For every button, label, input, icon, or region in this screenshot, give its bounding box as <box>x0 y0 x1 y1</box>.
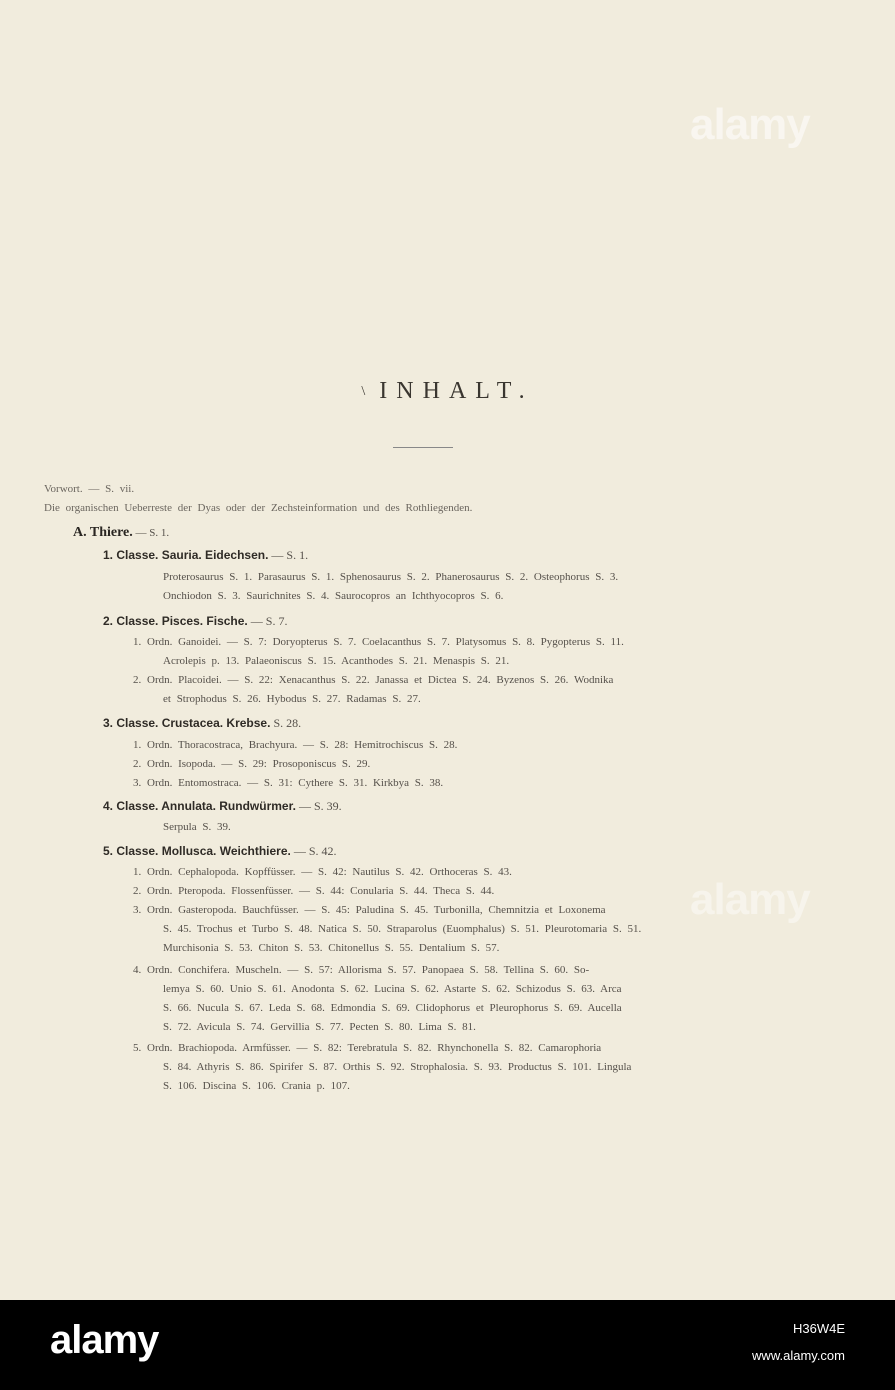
class-5-heading <box>103 844 337 859</box>
toc-line: Proterosaurus S. 1. Parasaurus S. 1. Sphenosaurus S. 2. Phanerosaurus S. 2. Osteophorus S. 3. <box>163 571 619 583</box>
toc-line: S. 106. Discina S. 106. Crania p. 107. <box>163 1080 350 1092</box>
class-2-heading <box>103 614 287 629</box>
class-2-page: — S. 7. <box>247 614 288 628</box>
class-4-title: 4. Classe. Annulata. Rundwürmer. <box>103 799 296 813</box>
toc-line: S. 45. Trochus et Turbo S. 48. Natica S. 50. Straparolus (Euomphalus) S. 51. Pleurotomaria S. 51. <box>163 923 642 935</box>
title-mark: \ <box>361 384 366 400</box>
class-2-title: 2. Classe. Pisces. Fische. <box>103 614 248 628</box>
toc-vorwort: Vorwort. — S. vii. <box>44 483 135 495</box>
toc-line: 2. Ordn. Placoidei. — S. 22: Xenacanthus S. 22. Janassa et Dictea S. 24. Byzenos S. 26. Wodnika <box>133 674 614 686</box>
class-3-title: 3. Classe. Crustacea. Krebse. <box>103 716 271 730</box>
watermark-middle: alamy <box>690 875 810 924</box>
watermark-top: alamy <box>690 100 810 149</box>
class-1-page: — S. 1. <box>268 548 309 562</box>
toc-line: Onchiodon S. 3. Saurichnites S. 4. Saurocopros an Ichthyocopros S. 6. <box>163 590 504 602</box>
toc-line: 1. Ordn. Thoracostraca, Brachyura. — S. 28: Hemitrochiscus S. 28. <box>133 739 458 751</box>
footer-image-id: H36W4E <box>792 1321 845 1336</box>
class-4-heading <box>103 799 342 814</box>
section-a-title: A. Thiere. <box>73 525 133 540</box>
toc-line: 1. Ordn. Ganoidei. — S. 7: Doryopterus S. 7. Coelacanthus S. 7. Platysomus S. 8. Pygopterus S. 11. <box>133 636 624 648</box>
toc-line: S. 84. Athyris S. 86. Spirifer S. 87. Orthis S. 92. Strophalosia. S. 93. Productus S. 101. Lingula <box>163 1061 632 1073</box>
toc-line: S. 66. Nucula S. 67. Leda S. 68. Edmondia S. 69. Clidophorus et Pleurophorus S. 69. Aucella <box>163 1002 622 1014</box>
toc-line: 2. Ordn. Pteropoda. Flossenfüsser. — S. 44: Conularia S. 44. Theca S. 44. <box>133 885 495 897</box>
footer-url: www.alamy.com <box>752 1348 845 1363</box>
section-a-heading <box>73 525 169 541</box>
toc-line: 5. Ordn. Brachiopoda. Armfüsser. — S. 82: Terebratula S. 82. Rhynchonella S. 82. Camarophoria <box>133 1042 602 1054</box>
toc-line: Acrolepis p. 13. Palaeoniscus S. 15. Acanthodes S. 21. Menaspis S. 21. <box>163 655 510 667</box>
title-divider <box>393 447 453 448</box>
toc-intro: Die organischen Ueberreste der Dyas oder der Zechsteinformation und des Rothliegenden. <box>44 502 473 514</box>
toc-line: 1. Ordn. Cephalopoda. Kopffüsser. — S. 42: Nautilus S. 42. Orthoceras S. 43. <box>133 866 512 878</box>
toc-line: 4. Ordn. Conchifera. Muscheln. — S. 57: Allorisma S. 57. Panopaea S. 58. Tellina S. 60. So- <box>133 964 590 976</box>
section-a-page: — S. 1. <box>132 527 170 539</box>
page-title <box>0 378 895 405</box>
footer-logo: alamy <box>50 1318 159 1362</box>
class-5-title: 5. Classe. Mollusca. Weichthiere. <box>103 844 291 858</box>
class-3-heading <box>103 716 301 731</box>
page-title-text: INHALT. <box>379 378 534 404</box>
toc-line: Murchisonia S. 53. Chiton S. 53. Chitonellus S. 55. Dentalium S. 57. <box>163 942 500 954</box>
toc-line: S. 72. Avicula S. 74. Gervillia S. 77. Pecten S. 80. Lima S. 81. <box>163 1021 476 1033</box>
toc-line: 3. Ordn. Entomostraca. — S. 31: Cythere S. 31. Kirkbya S. 38. <box>133 777 444 789</box>
class-5-page: — S. 42. <box>290 844 337 858</box>
toc-line: et Strophodus S. 26. Hybodus S. 27. Radamas S. 27. <box>163 693 421 705</box>
class-3-page: S. 28. <box>270 716 302 730</box>
class-1-heading <box>103 548 308 563</box>
class-1-title: 1. Classe. Sauria. Eidechsen. <box>103 548 269 562</box>
class-4-page: — S. 39. <box>295 799 342 813</box>
toc-line: 2. Ordn. Isopoda. — S. 29: Prosoponiscus S. 29. <box>133 758 371 770</box>
toc-line: 3. Ordn. Gasteropoda. Bauchfüsser. — S. 45: Paludina S. 45. Turbonilla, Chemnitzia et Loxonema <box>133 904 606 916</box>
toc-line: Serpula S. 39. <box>163 821 231 833</box>
toc-line: lemya S. 60. Unio S. 61. Anodonta S. 62. Lucina S. 62. Astarte S. 62. Schizodus S. 63. Arca <box>163 983 622 995</box>
